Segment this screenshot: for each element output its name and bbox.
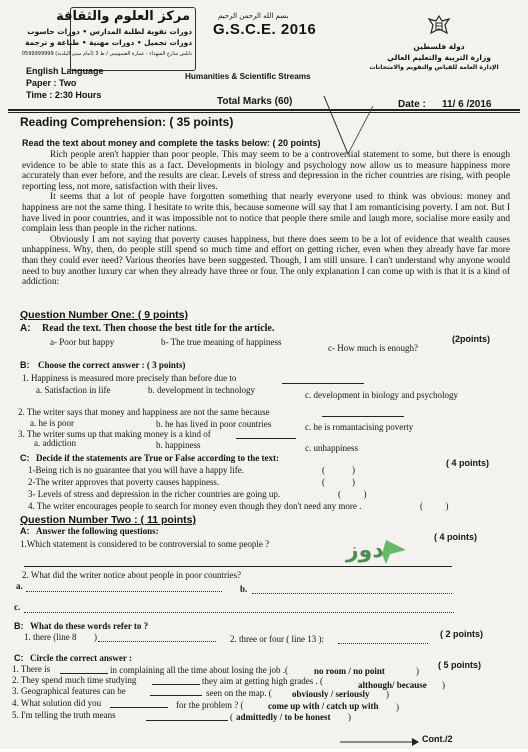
q2a-answer-a-line[interactable]: [26, 591, 222, 592]
q2c-item5-choice[interactable]: admittedly / to be honest: [236, 712, 331, 722]
paper-label: Paper : Two: [26, 78, 77, 88]
q1b-item2-blank[interactable]: [322, 416, 404, 417]
q2a-answer-a-label: a.: [16, 581, 23, 591]
q2a-points: ( 4 points): [434, 532, 477, 542]
center-line-2: دورات تجميل • دورات مهنية • طباعة و ترجمة: [25, 38, 192, 47]
q1b-item1-opt-a: a. Satisfaction in life: [36, 385, 111, 395]
q1a-option-a: a- Poor but happy: [50, 337, 115, 347]
center-line-3: نابلس شارع الشهداء - عمارة العينبوسي / ط 3 (أمام مبنى البلدية) 0599999999: [21, 51, 192, 57]
continue-arrow-icon: [340, 734, 420, 744]
q1b-item2-opt-c: c. he is romantacising poverty: [305, 422, 414, 432]
q2c-item5-pre: 5. I'm telling the truth means: [12, 710, 116, 720]
passage-paragraph-2: It seems that a lot of people have forgotten something that nearly everyone used to think was obvious: money and happiness are not the same thing. I hesitate to write this, because someone will say that I am romanticising poverty. I am not. But I have lived in poor countries, and it was impossible not to notice that people there smile and laugh more, socialise more easily and complain less than people in the richer nations.: [22, 192, 510, 235]
q1b-item1-stem: 1. Happiness is measured more precisely than before due to: [22, 373, 237, 383]
watermark-text: دوز: [346, 538, 384, 563]
exam-title: G.S.C.E. 2016: [213, 21, 317, 38]
q1b-item1-opt-c: c. development in biology and psychology: [305, 390, 458, 400]
q2c-item3-end: ): [386, 689, 389, 699]
q2c-text: Circle the correct answer :: [30, 653, 132, 663]
date-label: Date :: [398, 99, 426, 110]
q2b-text: What do these words refer to ?: [30, 621, 149, 631]
state-name: دولة فلسطين: [413, 42, 465, 51]
q2b-item-2: 2. three or four ( line 13 ):: [230, 634, 324, 644]
q2c-item5-blank[interactable]: [146, 720, 228, 721]
q2a-label: A:: [20, 526, 30, 536]
q1c-item4-bracket[interactable]: ( ): [420, 501, 449, 511]
q1b-item3-opt-b: b. happiness: [156, 440, 201, 450]
q2a-answer-b-label: b.: [240, 584, 248, 594]
q2c-item4-end: ): [396, 702, 399, 712]
q1b-item2-opt-b: b. he has lived in poor countries: [156, 419, 272, 429]
q1c-item2: 2-The writer approves that poverty causes happiness.: [28, 477, 220, 487]
q1b-item3-opt-a: a. addiction: [34, 438, 76, 448]
q2b-item-1: 1. there (line 8: [24, 632, 77, 642]
q1c-item1: 1-Being rich is no guarantee that you will have a happy life.: [28, 465, 244, 475]
q2-heading: Question Number Two : ( 11 points): [20, 514, 196, 526]
q2c-item2-end: ): [442, 680, 445, 690]
q1a-text: Read the text. Then choose the best title for the article.: [42, 323, 275, 334]
total-marks: Total Marks (60): [217, 96, 293, 107]
ministry-name: وزارة التربية والتعليم العالي: [387, 53, 491, 62]
date-value: 11/ 6 /2016: [442, 99, 492, 110]
q1c-item3-bracket[interactable]: ( ): [338, 489, 367, 499]
q2c-item1-end: ): [416, 666, 419, 676]
q2a-answer-b-line[interactable]: [252, 593, 452, 594]
q1a-option-b: b- The true meaning of happiness: [161, 337, 282, 347]
q2b-item-2-line[interactable]: [338, 643, 428, 644]
q1c-text: Decide if the statements are True or False according to the text:: [36, 453, 280, 463]
passage-paragraph-1: Rich people aren't happier than poor people. This may seem to be a controversial statement to some, but there is enough evidence to be able to state this as a fact. Developments in biology and psychology now allow us to measure happiness more accurately than ever before, and the results are clear. Levels of stress and depression in the richer countries are rising, with people reporting less, not more, satisfaction with their lives.: [22, 150, 510, 192]
q2a-question-2: 2. What did the writer notice about people in poor countries?: [22, 570, 242, 580]
q2c-item3-choice[interactable]: obviously / seriously: [292, 689, 370, 699]
q1b-item2-opt-a: a. he is poor: [30, 418, 74, 428]
header-rule: [8, 109, 520, 111]
q2a-answer-1-line[interactable]: [24, 566, 452, 567]
q1b-text: Choose the correct answer : ( 3 points): [38, 360, 186, 370]
q1b-item1-opt-b: b. development in technology: [148, 385, 255, 395]
q2b-points: ( 2 points): [440, 629, 483, 639]
q1c-item1-bracket[interactable]: ( ): [322, 465, 355, 475]
q2c-item1-blank[interactable]: [60, 673, 108, 674]
q2b-item-1-close: ): [94, 632, 97, 642]
center-line-1: دورات تقوية لطلبة المدارس • دورات حاسوب: [27, 27, 192, 36]
q1a-option-c: c- How much is enough?: [328, 343, 418, 353]
q1b-item1-blank[interactable]: [282, 383, 364, 384]
q2c-item2-pre: 2. They spend much time studying: [12, 675, 137, 685]
q2c-item3-pre: 3. Geographical features can be: [12, 686, 126, 696]
reading-passage: [22, 150, 510, 288]
q2c-item4-blank[interactable]: [110, 707, 168, 708]
q1b-item2-stem: 2. The writer says that money and happiness are not the same because: [18, 407, 270, 417]
q1a-points: (2points): [452, 334, 490, 344]
q2a-answer-c-line[interactable]: [24, 612, 454, 613]
q2c-item3-post: seen on the map. (: [206, 688, 272, 698]
q1c-label: C:: [20, 453, 30, 463]
q2c-item1-pre: 1. There is: [12, 664, 51, 674]
eagle-emblem-icon: [426, 13, 452, 39]
subject-label: English Language: [26, 66, 104, 76]
q1c-item4: 4. The writer encourages people to search for money even though they don't need any more .: [28, 501, 362, 511]
q2b-item-1-line[interactable]: [98, 641, 216, 642]
q2a-question-1: 1.Which statement is considered to be controversial to some people ?: [20, 539, 270, 549]
time-label: Time : 2:30 Hours: [26, 90, 102, 100]
q2c-item1-choice[interactable]: no room / no point: [314, 666, 385, 676]
q2c-item2-choice[interactable]: although/ because: [358, 680, 427, 690]
q1b-item3-opt-c: c. unhappiness: [305, 443, 358, 453]
q2c-item5-post: (: [230, 712, 233, 722]
q1-heading: Question Number One: ( 9 points): [20, 309, 189, 321]
q1a-label: A:: [20, 323, 31, 334]
q2c-item2-blank[interactable]: [152, 684, 200, 685]
q2a-answer-c-label: c.: [14, 602, 21, 612]
q2c-label: C:: [14, 653, 24, 663]
q2c-item4-choice[interactable]: come up with / catch up with: [268, 701, 379, 711]
q2c-item3-blank[interactable]: [150, 695, 202, 696]
q2b-label: B:: [14, 621, 24, 631]
q2a-text: Answer the following questions:: [36, 526, 159, 536]
passage-paragraph-3: Obviously I am not saying that poverty causes happiness, but there does seem to be a lot of evidence that wealth causes unhappiness. Why, then, do people still spend so much time and effort on getting richer, even when they already have far more than they could ever need? Various theories have been suggested. Though, I am still unsure. I can't understand why anyone would need to buy another luxury car when they already have three or four. The only explanation I can come up with is that it is a kind of addiction:: [22, 234, 510, 288]
section-title: Reading Comprehension: ( 35 points): [20, 115, 234, 129]
q1b-item3-stem: 3. The writer sums up that making money is a kind of: [18, 429, 211, 439]
q2c-item5-end: ): [348, 712, 351, 722]
streams-label: Humanities & Scientific Streams: [185, 72, 311, 81]
center-title: مركز العلوم والثقافة: [56, 9, 190, 24]
q1b-label: B:: [20, 360, 30, 370]
basmala: بسم الله الرحمن الرحيم: [218, 12, 289, 20]
q1c-points: ( 4 points): [446, 458, 489, 468]
q2c-item4-pre: 4. What solution did you: [12, 698, 102, 708]
header-rule-2: [8, 112, 520, 113]
q2c-item1-post: in complaining all the time about losing the job .(: [110, 665, 288, 675]
q1c-item2-bracket[interactable]: ( ): [322, 477, 355, 487]
continued-label: Cont./2: [422, 734, 453, 744]
q2c-item2-post: they aim at getting high grades . (: [202, 676, 323, 686]
q1c-item3: 3- Levels of stress and depression in the richer countries are going up.: [28, 489, 281, 499]
directorate-name: الإدارة العامة للقياس والتقويم والامتحانات: [369, 64, 499, 71]
reading-instruction: Read the text about money and complete the tasks below: ( 20 points): [22, 138, 321, 148]
q2c-points: ( 5 points): [438, 660, 481, 670]
q1b-item3-blank[interactable]: [236, 438, 296, 439]
q2c-item4-post: for the problem ? (: [176, 700, 244, 710]
pen-stroke-mark: [318, 94, 378, 164]
